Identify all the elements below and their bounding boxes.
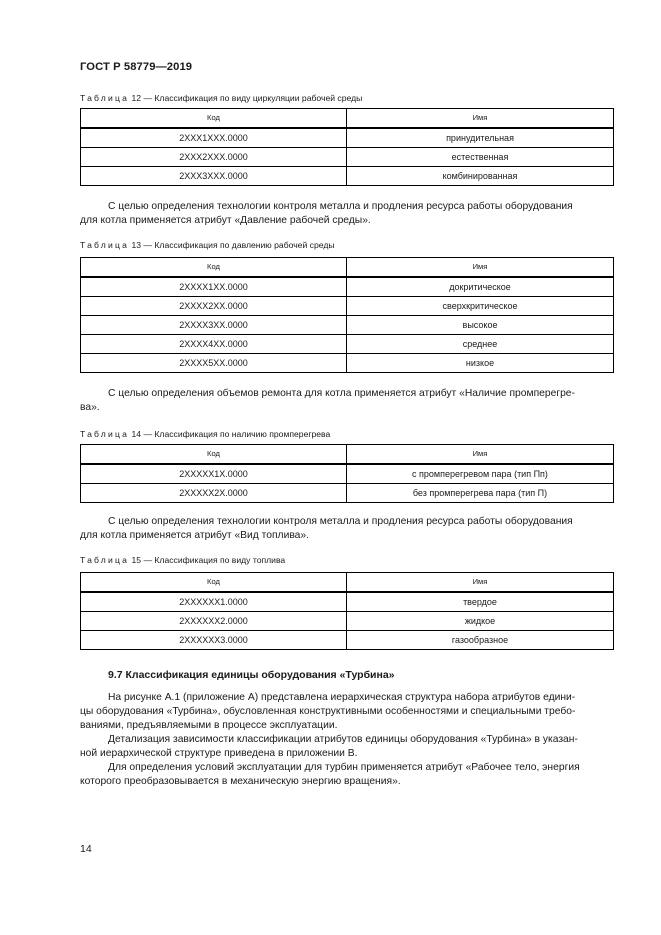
cell-code: 2XXXX3XX.0000 bbox=[81, 316, 347, 335]
column-header-name: Имя bbox=[347, 573, 614, 593]
cell-name: сверхкритическое bbox=[347, 297, 614, 316]
cell-code: 2XXXX1XX.0000 bbox=[81, 277, 347, 297]
table-row bbox=[81, 464, 614, 484]
table-row bbox=[81, 297, 614, 316]
cell-code: 2XXXX4XX.0000 bbox=[81, 335, 347, 354]
cell-name: принудительная bbox=[347, 128, 614, 148]
cell-name: среднее bbox=[347, 335, 614, 354]
body-text: На рисунке А.1 (приложение А) представлена иерархическая структура набора атрибутов едини- цы оборудования «Турбина», обусловленная конструктивными особенностями и специальными требо- ваниями, предъявляемыми в процессе эксплуатации. Детализация зависимости классификации атрибутов единицы оборудования «Турбина» в указан- ной иерархической структуре приведена в приложении В. Для определения условий эксплуатации для турбин применяется атрибут «Рабочее тело, энергия которого преобразовывается в механическую энергию вращения». bbox=[80, 692, 580, 787]
table-caption: Таблица 15 — Классификация по виду топлива bbox=[80, 555, 286, 565]
cell-code: 2XXXXX1X.0000 bbox=[81, 464, 347, 484]
cell-name: жидкое bbox=[347, 612, 614, 631]
table-caption: Таблица 14 — Классификация по наличию промперегрева bbox=[80, 429, 331, 439]
cell-name: низкое bbox=[347, 354, 614, 373]
paragraph: С целью определения технологии контроля металла и продления ресурса работы оборудования для котла применяется атрибут «Вид топлива». bbox=[80, 516, 573, 541]
table-header-row bbox=[81, 573, 614, 593]
table-row bbox=[81, 484, 614, 503]
cell-code: 2XXXX5XX.0000 bbox=[81, 354, 347, 373]
cell-name: газообразное bbox=[347, 631, 614, 650]
table-15 bbox=[80, 572, 614, 650]
table-row bbox=[81, 316, 614, 335]
table-row bbox=[81, 631, 614, 650]
table-13 bbox=[80, 257, 614, 373]
section-heading: 9.7 Классификация единицы оборудования «Турбина» bbox=[108, 669, 395, 681]
column-header-name: Имя bbox=[347, 445, 614, 465]
cell-name: докритическое bbox=[347, 277, 614, 297]
table-row bbox=[81, 167, 614, 186]
table-header-row bbox=[81, 109, 614, 129]
table-row bbox=[81, 277, 614, 297]
cell-code: 2XXX2XXX.0000 bbox=[81, 148, 347, 167]
cell-code: 2XXXXXX1.0000 bbox=[81, 592, 347, 612]
table-row bbox=[81, 592, 614, 612]
table-14 bbox=[80, 444, 614, 503]
table-caption: Таблица 13 — Классификация по давлению рабочей среды bbox=[80, 240, 335, 250]
paragraph: С целью определения объемов ремонта для котла применяется атрибут «Наличие промперегре- ва». bbox=[80, 388, 575, 413]
table-row bbox=[81, 148, 614, 167]
paragraph: С целью определения технологии контроля металла и продления ресурса работы оборудования для котла применяется атрибут «Давление рабочей среды». bbox=[80, 201, 573, 226]
column-header-code: Код bbox=[81, 109, 347, 129]
document-header: ГОСТ Р 58779—2019 bbox=[80, 61, 193, 73]
column-header-name: Имя bbox=[347, 258, 614, 278]
column-header-code: Код bbox=[81, 258, 347, 278]
cell-code: 2XXXX2XX.0000 bbox=[81, 297, 347, 316]
cell-name: с промперегревом пара (тип Пп) bbox=[347, 464, 614, 484]
column-header-code: Код bbox=[81, 573, 347, 593]
cell-code: 2XXX1XXX.0000 bbox=[81, 128, 347, 148]
cell-name: без промперегрева пара (тип П) bbox=[347, 484, 614, 503]
column-header-name: Имя bbox=[347, 109, 614, 129]
table-header-row bbox=[81, 258, 614, 278]
column-header-code: Код bbox=[81, 445, 347, 465]
cell-name: комбинированная bbox=[347, 167, 614, 186]
cell-code: 2XXXXXX3.0000 bbox=[81, 631, 347, 650]
cell-code: 2XXXXX2X.0000 bbox=[81, 484, 347, 503]
table-row bbox=[81, 128, 614, 148]
page-number: 14 bbox=[80, 843, 92, 855]
cell-code: 2XXXXXX2.0000 bbox=[81, 612, 347, 631]
cell-name: высокое bbox=[347, 316, 614, 335]
table-caption: Таблица 12 — Классификация по виду циркуляции рабочей среды bbox=[80, 93, 363, 103]
table-row bbox=[81, 335, 614, 354]
cell-name: твердое bbox=[347, 592, 614, 612]
cell-code: 2XXX3XXX.0000 bbox=[81, 167, 347, 186]
cell-name: естественная bbox=[347, 148, 614, 167]
table-12 bbox=[80, 108, 614, 186]
table-header-row bbox=[81, 445, 614, 465]
table-row bbox=[81, 354, 614, 373]
table-row bbox=[81, 612, 614, 631]
